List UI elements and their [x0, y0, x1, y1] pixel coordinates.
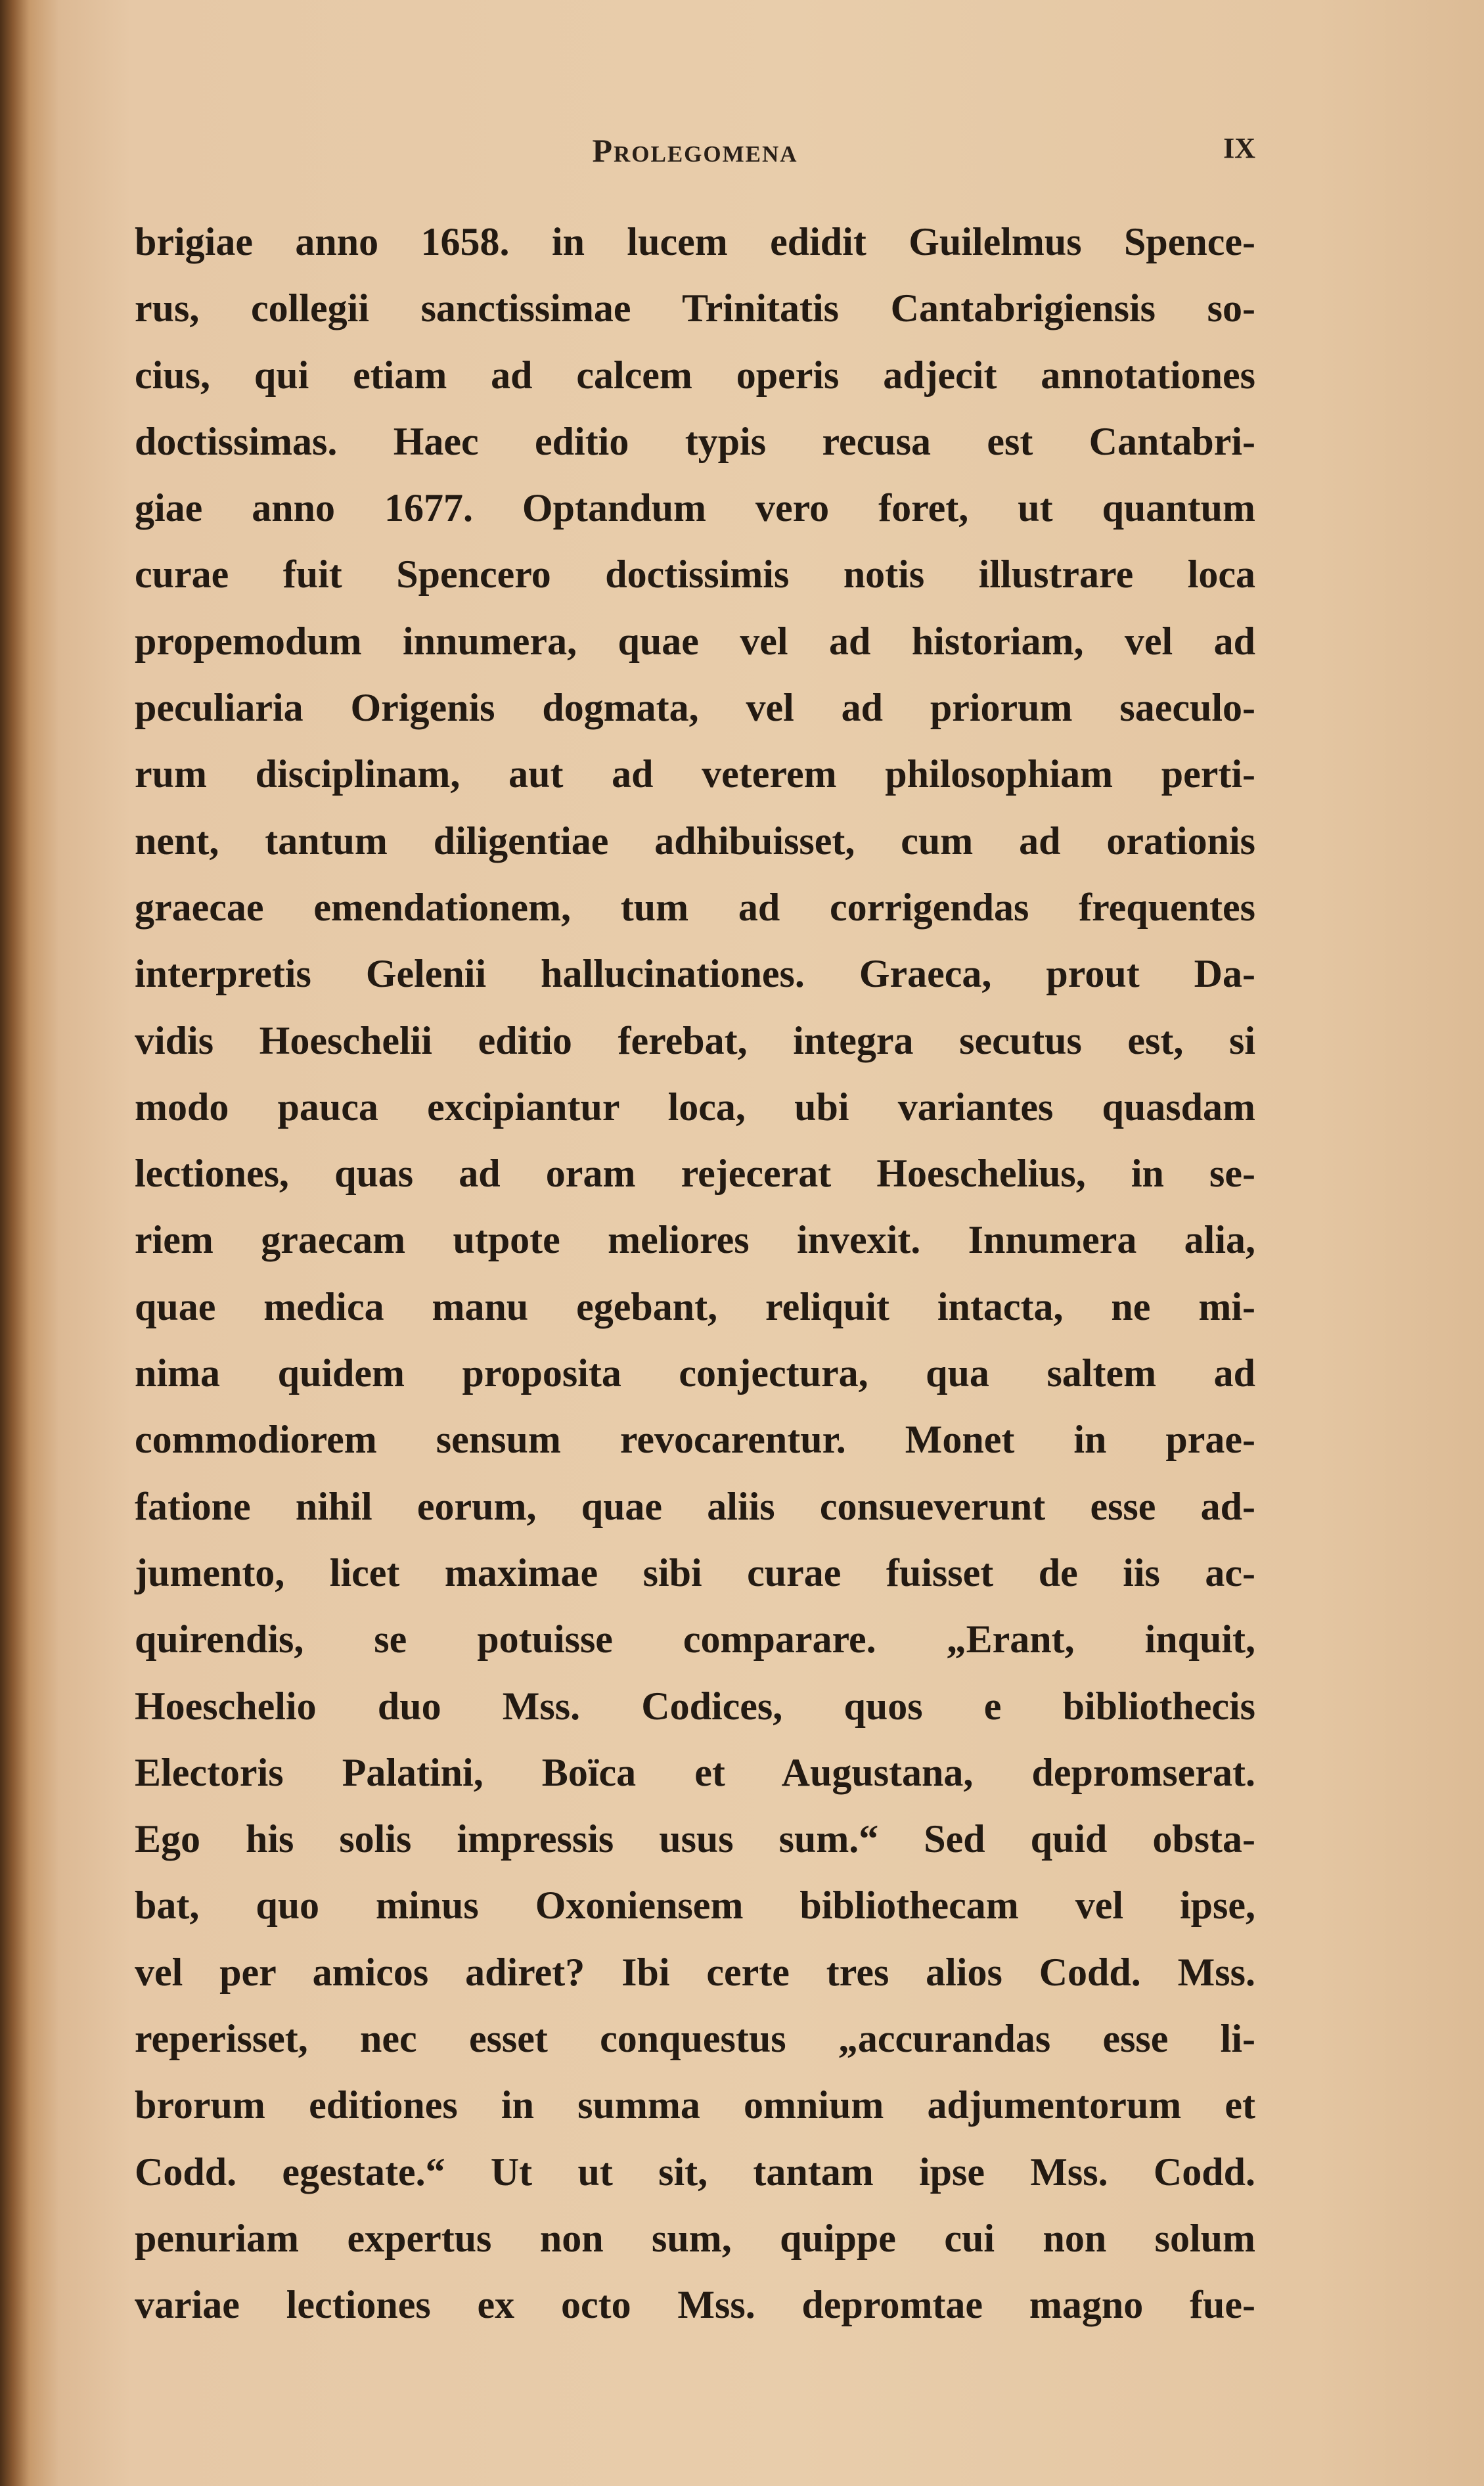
- text-line: Codd. egestate.“ Ut ut sit, tantam ipse Mss. Codd.: [135, 2150, 1255, 2194]
- text-line: brorum editiones in summa omnium adjumentorum et: [135, 2083, 1255, 2127]
- text-line: curae fuit Spencero doctissimis notis illustrare loca: [135, 553, 1255, 597]
- text-line: lectiones, quas ad oram rejecerat Hoeschelius, in se-: [135, 1152, 1255, 1196]
- text-line: Ego his solis impressis usus sum.“ Sed quid obsta-: [135, 1817, 1255, 1861]
- text-line: fatione nihil eorum, quae aliis consueverunt esse ad-: [135, 1484, 1255, 1528]
- text-line: cius, qui etiam ad calcem operis adjecit annotationes: [135, 353, 1255, 397]
- text-line: doctissimas. Haec editio typis recusa est Cantabri-: [135, 419, 1255, 463]
- text-line: graecae emendationem, tum ad corrigendas frequentes: [135, 885, 1255, 929]
- text-line: nent, tantum diligentiae adhibuisset, cum ad orationis: [135, 819, 1255, 863]
- body-text: [135, 209, 1255, 2339]
- text-line: Hoeschelio duo Mss. Codices, quos e bibliothecis: [135, 1684, 1255, 1728]
- text-line: penuriam expertus non sum, quippe cui non solum: [135, 2216, 1255, 2260]
- page-header: [135, 131, 1255, 184]
- text-line: riem graecam utpote meliores invexit. Innumera alia,: [135, 1218, 1255, 1262]
- text-line: quae medica manu egebant, reliquit intacta, ne mi-: [135, 1284, 1255, 1328]
- text-line: variae lectiones ex octo Mss. depromtae magno fue-: [135, 2283, 1255, 2327]
- text-line: rum disciplinam, aut ad veterem philosophiam perti-: [135, 752, 1255, 796]
- text-line: interpretis Gelenii hallucinationes. Graeca, prout Da-: [135, 952, 1255, 996]
- text-line: giae anno 1677. Optandum vero foret, ut quantum: [135, 486, 1255, 530]
- text-line: peculiaria Origenis dogmata, vel ad priorum saeculo-: [135, 686, 1255, 730]
- text-line: brigiae anno 1658. in lucem edidit Guilelmus Spence-: [135, 220, 1255, 263]
- text-line: quirendis, se potuisse comparare. „Erant, inquit,: [135, 1617, 1255, 1661]
- page-number: IX: [1223, 132, 1255, 164]
- text-line: vidis Hoeschelii editio ferebat, integra secutus est, si: [135, 1018, 1255, 1062]
- text-line: commodiorem sensum revocarentur. Monet in prae-: [135, 1418, 1255, 1462]
- text-line: reperisset, nec esset conquestus „accurandas esse li-: [135, 2017, 1255, 2061]
- text-line: jumento, licet maximae sibi curae fuisset de iis ac-: [135, 1550, 1255, 1594]
- running-title: Prolegomena: [592, 132, 798, 169]
- text-line: bat, quo minus Oxoniensem bibliothecam vel ipse,: [135, 1884, 1255, 1928]
- text-line: vel per amicos adiret? Ibi certe tres alios Codd. Mss.: [135, 1950, 1255, 1994]
- text-line: nima quidem proposita conjectura, qua saltem ad: [135, 1351, 1255, 1395]
- text-line: propemodum innumera, quae vel ad historiam, vel ad: [135, 619, 1255, 663]
- text-line: modo pauca excipiantur loca, ubi variantes quasdam: [135, 1085, 1255, 1129]
- text-line: Electoris Palatini, Boïca et Augustana, depromserat.: [135, 1750, 1255, 1794]
- text-line: rus, collegii sanctissimae Trinitatis Cantabrigiensis so-: [135, 286, 1255, 330]
